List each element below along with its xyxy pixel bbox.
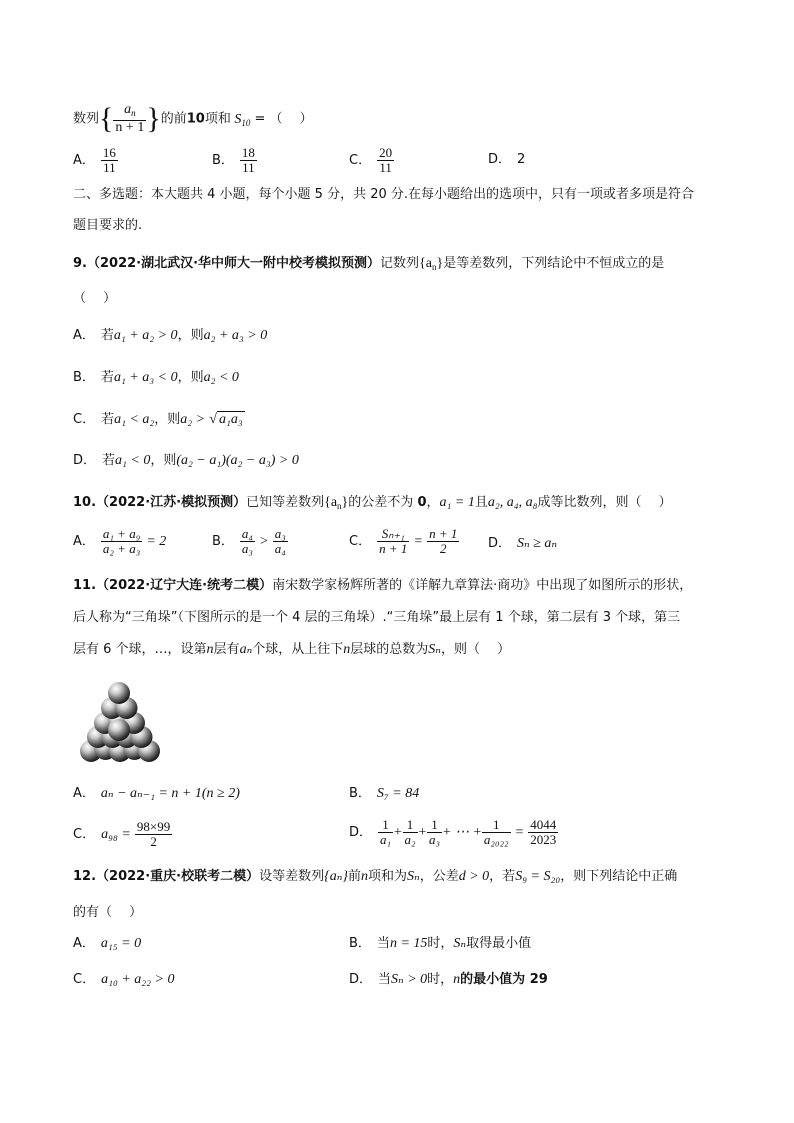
q11-option-b: B． S₇ = 84 (349, 786, 420, 801)
q11-line1: 11.（2022·辽宁大连·统考二模）南宋数学家杨辉所著的《详解九章算法·商功》中出现了如图所示的形状， (73, 578, 693, 593)
q10-option-a: A． $\frac{\text{a₁ + a₉}}{\text{a₂ + a₃}}$ = 2 (73, 526, 167, 556)
q12-option-b: B． 当n = 15时，Sₙ取得最小值 (349, 936, 532, 951)
q9-stem: 9.（2022·湖北武汉·华中师大一附中校考模拟预测）记数列$\{a_n\}$是等差数列，下列结论中不恒成立的是 (73, 256, 665, 272)
q12-option-c: C． a₁₀ + a₂₂ > 0 (73, 972, 175, 987)
q9-paren: （ ） (73, 291, 117, 306)
section2-line1: 二、多选题：本大题共 4 小题，每个小题 5 分，共 20 分.在每小题给出的选项中，只有一项或者多项是符合 (73, 187, 695, 202)
q8-option-a: A． $\frac{16}{11}$ (73, 145, 116, 175)
q10-option-d: D． Sₙ ≥ aₙ (488, 536, 558, 551)
q11-line3: 层有 6 个球，…，设第n层有aₙ个球，从上往下n层球的总数为Sₙ，则（ ） (73, 642, 511, 657)
ball-pyramid-icon (78, 675, 160, 765)
q8-option-c: C． $\frac{20}{11}$ (349, 145, 393, 175)
q11-option-c: C． a₉₈ = $\frac{98\times 99}{2}$ (73, 819, 171, 849)
q9-option-d: D． 若a₁ < 0，则(a₂ − a₁)(a₂ − a₃) > 0 (73, 453, 299, 468)
q12-line2: 的有（ ） (73, 905, 143, 920)
q12-stem: 12.（2022·重庆·校联考二模）设等差数列{aₙ}前n项和为Sₙ，公差d > 0，若S₉ = S₂₀，则下列结论中正确 (73, 869, 678, 884)
pyramid-ball (108, 719, 130, 741)
section2-line2: 题目要求的. (73, 218, 143, 233)
q8-fraction: $\frac{a_n}{n + 1}$ (115, 102, 145, 135)
q9-option-c: C． 若a₁ < a₂，则a₂ > √ a₁a₃ (73, 412, 243, 427)
q9-option-b: B． 若a₁ + a₃ < 0，则a₂ < 0 (73, 370, 239, 385)
pyramid-ball (108, 682, 130, 704)
q11-option-d: D． $\frac{1}{\text{a₁}}$ + $\frac{1}{\text{a₂}}$ + $\frac{1}{\text{a₃}}$ + ⋯ + $\frac{1}{\text{a₂₀₂₂}}$ = $\frac{4044}{2023}$ (349, 817, 557, 847)
q10-option-c: C． $\frac{\text{Sₙ₊₁}}{n + 1}$ = $\frac{n + 1}{2}$ (349, 526, 458, 556)
q8-option-b: B． $\frac{18}{11}$ (212, 145, 255, 175)
q12-option-a: A． a₁₅ = 0 (73, 936, 142, 951)
q11-option-a: A． aₙ − aₙ₋₁ = n + 1(n ≥ 2) (73, 786, 240, 801)
q11-line2: 后人称为“三角垛”（下图所示的是一个 4 层的三角垛）.“三角垛”最上层有 1 个球，第二层有 3 个球，第三 (73, 610, 681, 625)
q9-option-a: A． 若a₁ + a₂ > 0，则a₂ + a₃ > 0 (73, 328, 268, 343)
q8-option-d: D． 2 (488, 152, 526, 167)
q10-option-b: B． $\frac{\text{a₄}}{\text{a₃}}$ > $\frac{\text{a₃}}{\text{a₄}}$ (212, 526, 286, 556)
q12-option-d: D． 当Sₙ > 0时，n的最小值为 29 (349, 972, 548, 987)
q8-stem: 数列{ $\frac{a_n}{n + 1}$ }的前10项和 $S_{10}$ = （ ） (73, 102, 313, 135)
q10-stem: 10.（2022·江苏·模拟预测）已知等差数列$\{a_n\}$的公差不为 0，a₁ = 1且a₂, a₄, a₈成等比数列，则（ ） (73, 495, 672, 511)
